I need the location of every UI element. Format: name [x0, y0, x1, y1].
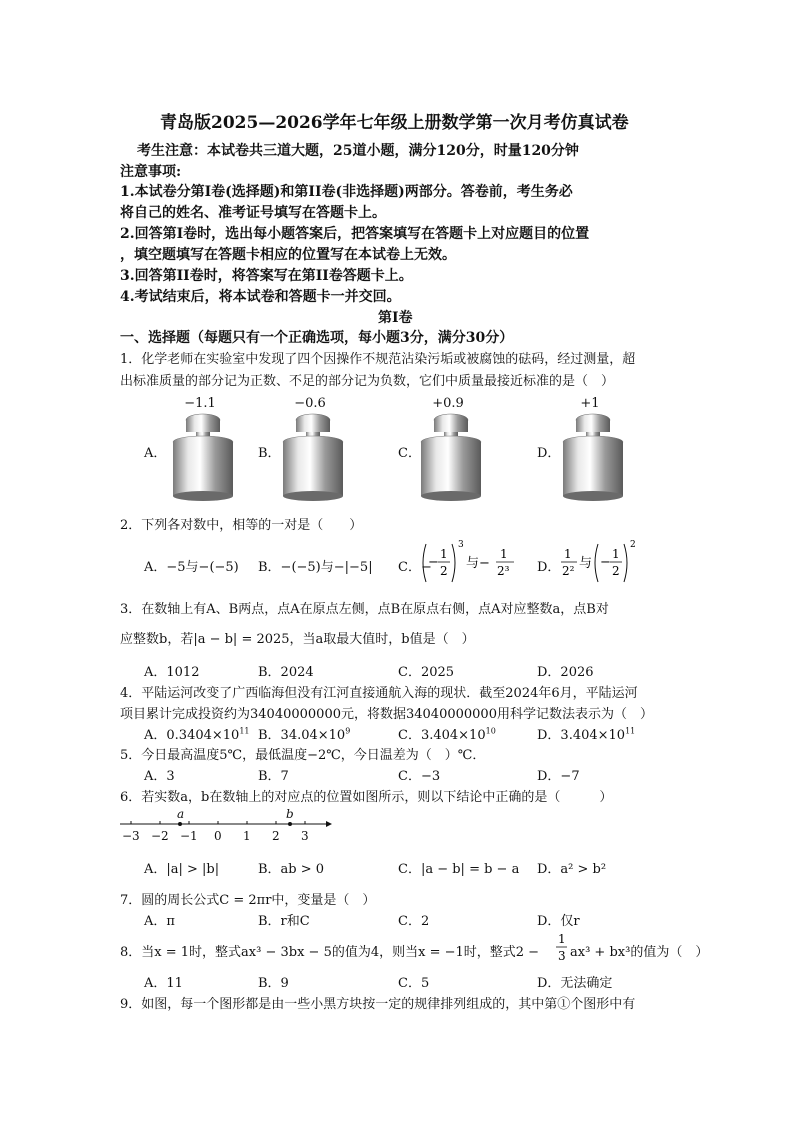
q1-option-letter: D． [537, 446, 561, 461]
q8-option-c: C．5 [398, 976, 430, 991]
question-4-line2: 项目累计完成投资约为34040000000元，将数据34040000000用科学记数法表示为（ ） [120, 707, 653, 722]
frac-den: 2 [440, 564, 448, 578]
q8-option-b: B．9 [258, 976, 289, 991]
frac-den: 2³ [497, 564, 510, 578]
frac-num: 1 [500, 547, 508, 561]
q5-option-c: C．−3 [398, 769, 441, 784]
question-1-line2: 出标准质量的部分记为正数、不足的部分记为负数，它们中质量最接近标准的是（ ） [120, 374, 615, 389]
q2-option-d [537, 556, 560, 575]
q2-option-d-math [560, 538, 650, 588]
question-2-stem: 2．下列各对数中，相等的一对是（ ） [120, 518, 363, 533]
question-1-line1: 1．化学老师在实验室中发现了四个因操作不规范沾染污垢或被腐蚀的砝码，经过测量，超 [120, 352, 636, 367]
frac-den: 2 [612, 564, 620, 578]
frac-num: 1 [440, 547, 448, 561]
question-8-stem-b: ax³ + bx³的值为（ ） [570, 945, 709, 960]
question-5-stem: 5．今日最高温度5℃，最低温度−2℃，今日温差为（ ）℃． [120, 748, 486, 763]
notice-item: 2.回答第Ⅰ卷时，选出每小题答案后，把答案填写在答题卡上对应题目的位置 [120, 226, 590, 242]
q1-option-letter: A． [144, 446, 167, 461]
tick-label: −3 [122, 829, 140, 843]
q2-option-a: A．−5与−(−5) [144, 560, 239, 575]
q6-option-c: C．|a − b| = b − a [398, 862, 520, 877]
tick-label: 0 [214, 829, 222, 843]
svg-text:−: − [600, 555, 611, 570]
q4-option-b: B．$34.04\times 10^9$ [258, 726, 351, 743]
q3-option-a: A．1012 [144, 665, 200, 680]
tick-label: 3 [301, 829, 309, 843]
q8-option-a: A．11 [144, 976, 183, 991]
q5-option-d: D．−7 [537, 769, 580, 784]
q8-fraction [555, 930, 569, 966]
weight-label: −0.6 [294, 396, 326, 411]
q4-option-d: D．$3.404\times 10^{11}$ [537, 726, 636, 743]
notice-intro: 考生注意：本试卷共三道大题，25道小题，满分120分，时量120分钟 [137, 143, 579, 159]
number-line [118, 806, 338, 846]
q3-option-d: D．2026 [537, 665, 594, 680]
weight-image [418, 410, 484, 502]
notice-item: 1.本试卷分第Ⅰ卷(选择题)和第II卷(非选择题)两部分。答卷前，考生务必 [120, 184, 573, 200]
q2-c-prefix: C．− [398, 560, 432, 575]
q5-option-b: B．7 [258, 769, 289, 784]
question-3-line2: 应整数b，若|a − b| = 2025，当a取最大值时，b值是（ ） [120, 632, 475, 647]
question-6-stem: 6．若实数a，b在数轴上的对应点的位置如图所示，则以下结论中正确的是（ ） [120, 790, 613, 805]
q7-option-c: C．2 [398, 914, 430, 929]
connector: 与 [579, 556, 593, 571]
q7-option-b: B．r和C [258, 914, 310, 929]
notice-item: 将自己的姓名、准考证号填写在答题卡上。 [120, 205, 386, 221]
frac-num: 1 [558, 932, 566, 946]
section-title: 第Ⅰ卷 [378, 310, 413, 326]
point-b-label: b [286, 807, 294, 821]
exam-title: 青岛版2025—2026学年七年级上册数学第一次月考仿真试卷 [160, 113, 629, 133]
question-4-line1: 4．平陆运河改变了广西临海但没有江河直接通航入海的现状．截至2024年6月，平陆运河 [120, 686, 638, 701]
q4-option-c: C．$3.404\times 10^{10}$ [398, 726, 496, 743]
q2-d-prefix: D． [537, 560, 561, 575]
weight-image [560, 410, 626, 502]
q5-option-a: A．3 [144, 769, 175, 784]
connector: 与− [466, 556, 490, 571]
question-7-stem: 7．圆的周长公式C = 2πr中，变量是（ ） [120, 893, 376, 908]
tick-label: −1 [180, 829, 198, 843]
q3-option-b: B．2024 [258, 665, 314, 680]
question-3-line1: 3．在数轴上有A、B两点，点A在原点左侧，点B在原点右侧，点A对应整数a，点B对 [120, 602, 609, 617]
svg-text:−: − [428, 555, 439, 570]
q7-option-a: A．π [144, 914, 175, 929]
notice-item: ，填空题填写在答题卡相应的位置写在本试卷上无效。 [120, 247, 456, 263]
weight-image [280, 410, 346, 502]
point-a-label: a [177, 807, 185, 821]
weight-image [170, 410, 236, 502]
exp: 3 [458, 540, 464, 550]
frac-num: 1 [564, 547, 572, 561]
q7-option-d: D．仅r [537, 914, 580, 929]
q2-option-c-math [420, 538, 530, 588]
question-8-stem-a: 8．当x = 1时，整式ax³ − 3bx − 5的值为4，则当x = −1时，整式2 − [120, 945, 540, 960]
question-9-stem: 9．如图，每一个图形都是由一些小黑方块按一定的规律排列组成的，其中第①个图形中有 [120, 997, 636, 1012]
weight-label: −1.1 [184, 396, 216, 411]
q6-option-b: B．ab > 0 [258, 862, 325, 877]
weight-label: +1 [580, 396, 600, 411]
part-title: 一、选择题（每题只有一个正确选项，每小题3分，满分30分） [120, 330, 514, 346]
weight-label: +0.9 [432, 396, 464, 411]
tick-label: 1 [243, 829, 251, 843]
notice-item: 4.考试结束后，将本试卷和答题卡一并交回。 [120, 289, 401, 305]
frac-den: 2² [562, 564, 575, 578]
q1-option-letter: B． [258, 446, 281, 461]
notice-heading: 注意事项: [120, 164, 182, 180]
q2-option-b: B．−(−5)与−|−5| [258, 560, 373, 575]
frac-num: 1 [612, 547, 620, 561]
q1-option-letter: C． [398, 446, 421, 461]
frac-den: 3 [558, 949, 566, 963]
q6-option-d: D．a² > b² [537, 862, 607, 877]
q6-option-a: A．|a| > |b| [144, 862, 220, 877]
q3-option-c: C．2025 [398, 665, 455, 680]
tick-label: 2 [272, 829, 280, 843]
q4-option-a: A．$0.3404\times 10^{11}$ [144, 726, 250, 743]
tick-label: −2 [151, 829, 169, 843]
q8-option-d: D．无法确定 [537, 976, 613, 991]
notice-item: 3.回答第II卷时，将答案写在第II卷答题卡上。 [120, 268, 413, 284]
exp: 2 [630, 540, 636, 550]
